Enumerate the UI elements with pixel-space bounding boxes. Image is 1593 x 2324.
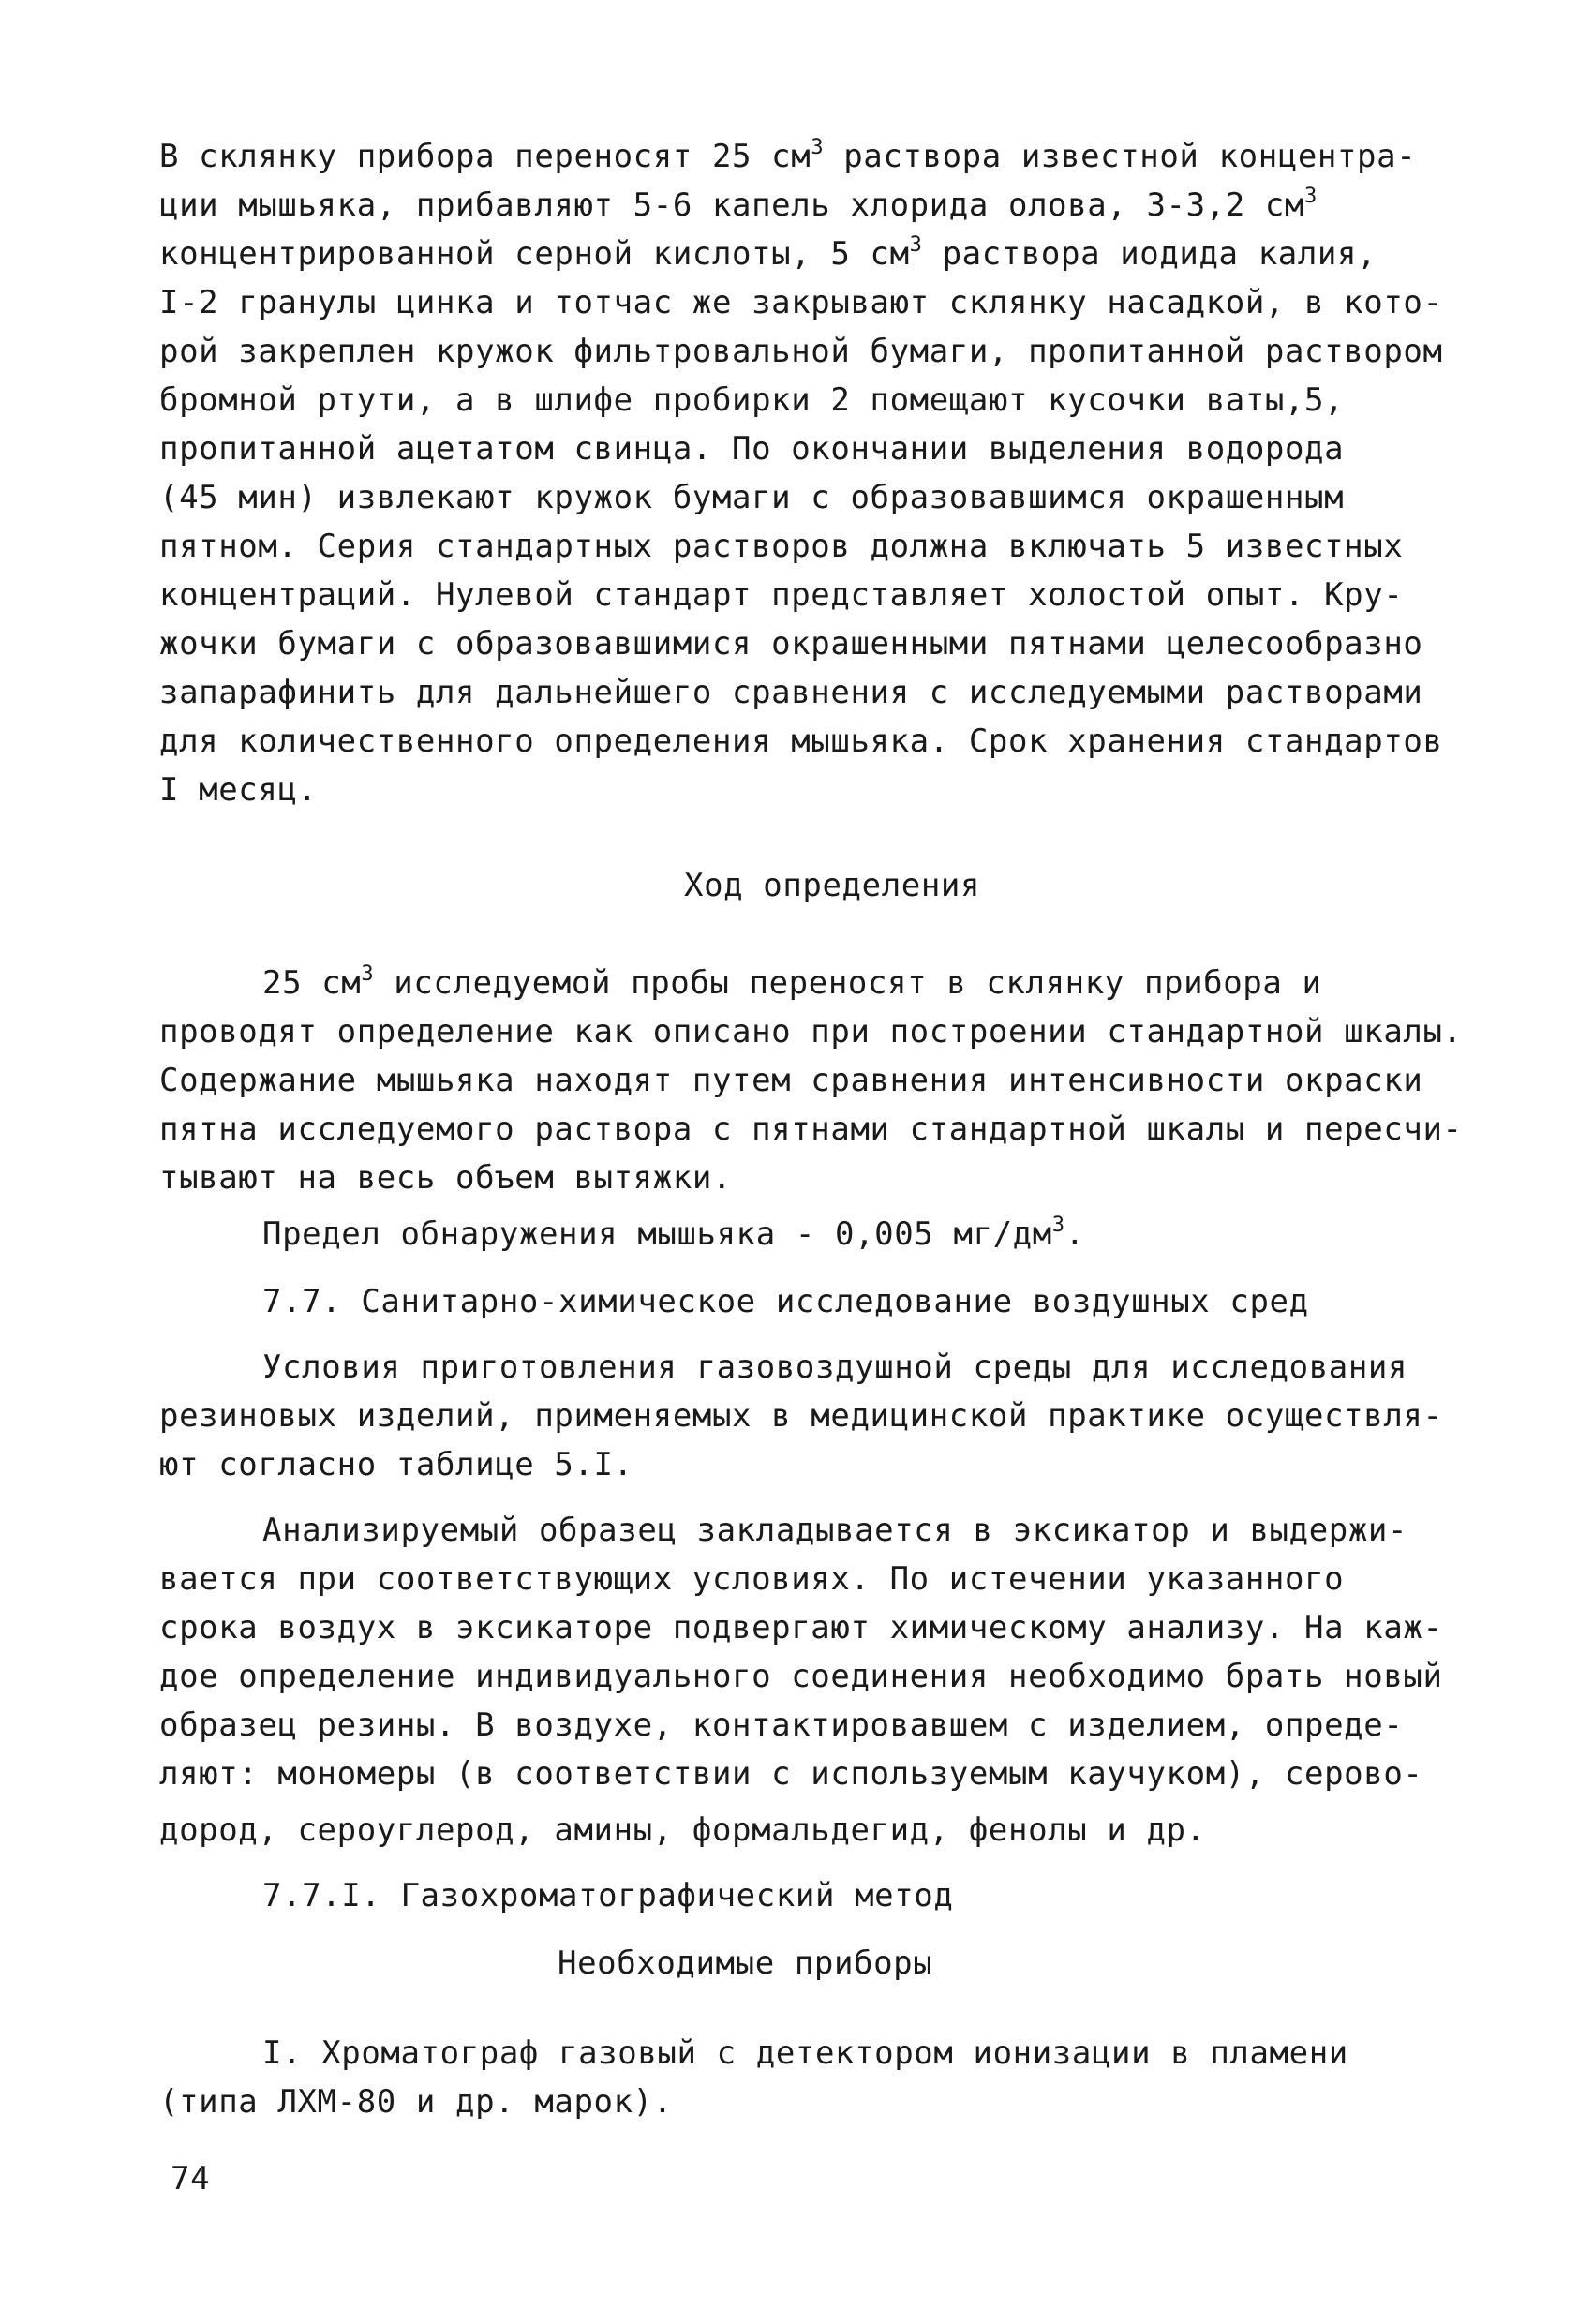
text-line: образец резины. В воздухе, контактировавшем с изделием, опреде- (159, 1706, 1404, 1744)
text-line: (45 мин) извлекают кружок бумаги с образовавшимся окрашенным (159, 479, 1345, 516)
text-line: жочки бумаги с образовавшимися окрашенными пятнами целесообразно (159, 625, 1423, 663)
text-line: I-2 гранулы цинка и тотчас же закрывают склянку насадкой, в кото- (159, 284, 1443, 321)
page-number: 74 (171, 2160, 211, 2197)
text-line: дород, сероуглерод, амины, формальдегид, фенолы и др. (159, 1811, 1206, 1849)
text-line: концентрированной серной кислоты, 5 $см^3$ раствора иодида калия, (159, 233, 1377, 273)
text-line: резиновых изделий, применяемых в медицинской практике осуществля- (159, 1397, 1443, 1435)
text-line: бромной ртути, а в шлифе пробирки 2 помещают кусочки ваты,5, (159, 381, 1345, 419)
document-page (159, 136, 1463, 2240)
text-line: ляют: мономеры (в соответствии с используемым каучуком), серово- (159, 1755, 1423, 1793)
text-line: срока воздух в эксикаторе подвергают химическому анализу. На каж- (159, 1609, 1443, 1646)
list-item: I. Хроматограф газовый с детектором ионизации в пламени (262, 2034, 1348, 2072)
text-line: дое определение индивидуального соединения необходимо брать новый (159, 1658, 1443, 1695)
detection-limit: Предел обнаружения мышьяка - 0,005 $мг/дм^3$. (262, 1214, 1085, 1253)
text-line: ции мышьяка, прибавляют 5-6 капель хлорида олова, 3-3,2 $см^3$ (159, 185, 1318, 224)
text-line: Условия приготовления газовоздушной среды для исследования (262, 1348, 1408, 1386)
text-line: Содержание мышьяка находят путем сравнения интенсивности окраски (159, 1062, 1423, 1099)
subsection-title: 7.7.I. Газохроматографический метод (262, 1877, 954, 1914)
text-line: пятном. Серия стандартных растворов должна включать 5 известных (159, 528, 1404, 565)
text-line: В склянку прибора переносят 25 $см^3$ раствора известной концентра- (159, 136, 1417, 175)
text-line: рой закреплен кружок фильтровальной бумаги, пропитанной раствором (159, 333, 1443, 370)
list-item-continuation: (типа ЛХМ-80 и др. марок). (159, 2083, 673, 2121)
section-title: 7.7. Санитарно-химическое исследование воздушных сред (262, 1283, 1309, 1320)
text-line: проводят определение как описано при построении стандартной шкалы. (159, 1013, 1463, 1050)
text-line: I месяц. (159, 771, 318, 809)
text-line: тывают на весь объем вытяжки. (159, 1159, 733, 1197)
text-line: пропитанной ацетатом свинца. По окончании выделения водорода (159, 430, 1345, 468)
heading-instruments: Необходимые приборы (558, 1944, 933, 1982)
text-line: запарафинить для дальнейшего сравнения с исследуемыми растворами (159, 674, 1423, 711)
text-line: ют согласно таблице 5.I. (159, 1446, 633, 1483)
text-line: 25 $см^3$ исследуемой пробы переносят в склянку прибора и (262, 962, 1322, 1002)
text-line: Анализируемый образец закладывается в эксикатор и выдержи- (262, 1512, 1408, 1549)
text-line: для количественного определения мышьяка. Срок хранения стандартов (159, 723, 1443, 760)
heading-procedure: Ход определения (684, 867, 981, 904)
text-line: концентраций. Нулевой стандарт представляет холостой опыт. Кру- (159, 576, 1404, 614)
text-line: вается при соответствующих условиях. По истечении указанного (159, 1560, 1345, 1598)
text-line: пятна исследуемого раствора с пятнами стандартной шкалы и пересчи- (159, 1110, 1463, 1148)
